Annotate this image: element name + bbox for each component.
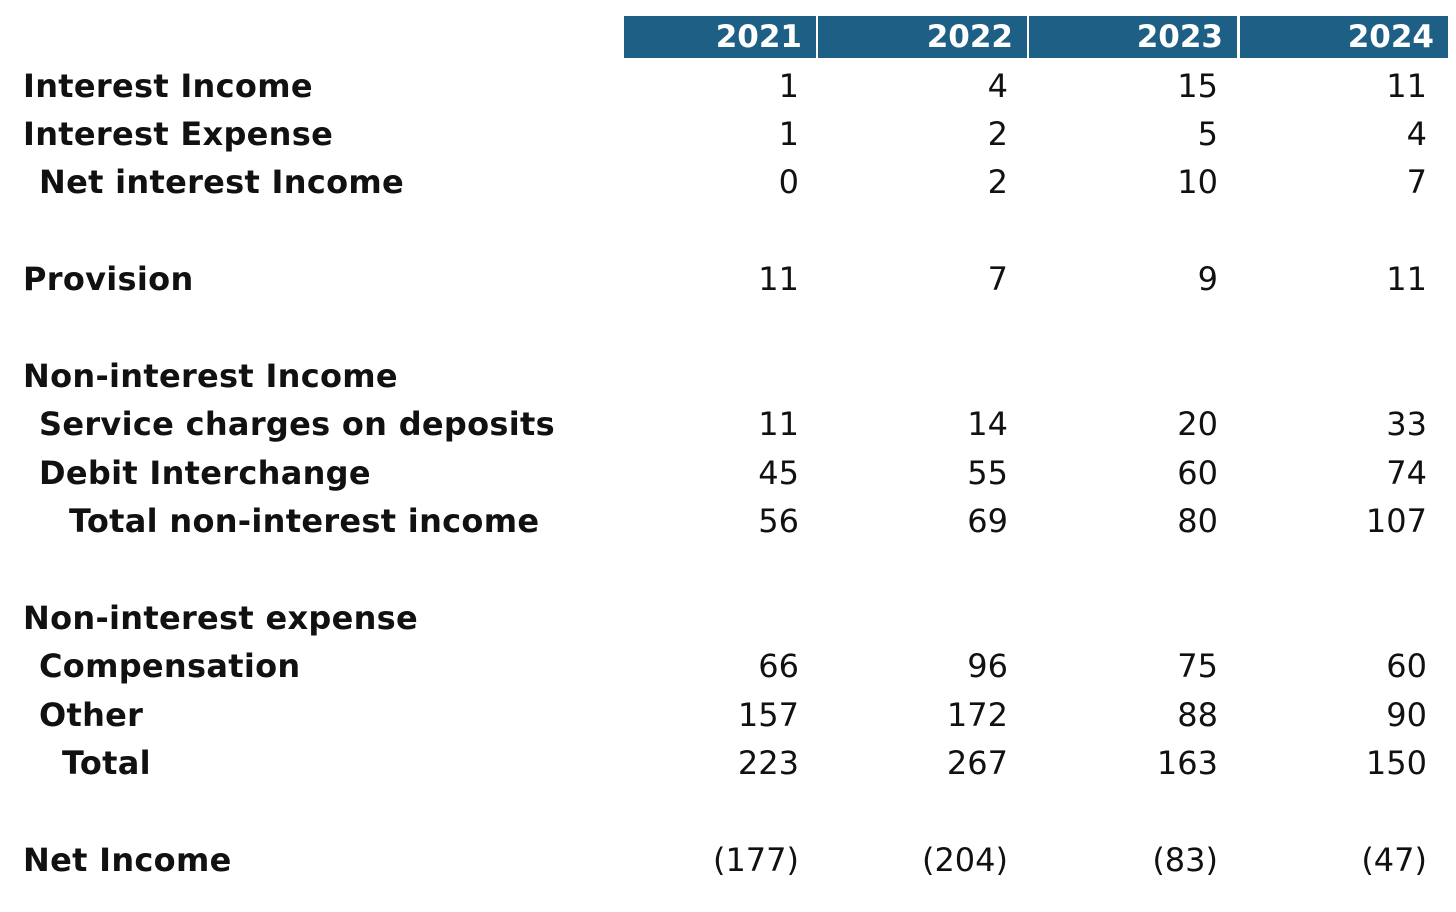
row-net-interest-income: [0, 158, 1456, 206]
value-2022: 55: [967, 454, 1008, 492]
row-total-expense: [0, 739, 1456, 787]
value-2023: 80: [1177, 502, 1218, 540]
value-2021: 1: [778, 67, 799, 105]
value-2022: 2: [987, 163, 1008, 201]
row-label: Compensation: [39, 647, 301, 685]
value-2022: 69: [967, 502, 1008, 540]
value-2024: (47): [1361, 841, 1427, 879]
row-label: Total non-interest income: [69, 502, 540, 540]
value-2022: 2: [987, 115, 1008, 153]
value-2021: 223: [737, 744, 799, 782]
value-2021: 11: [758, 260, 799, 298]
value-2024: 150: [1365, 744, 1427, 782]
value-2023: 60: [1177, 454, 1218, 492]
value-2021: (177): [712, 841, 799, 879]
row-interest-income: [0, 62, 1456, 110]
year-header-row: [624, 16, 1448, 58]
row-total-non-interest-income: [0, 497, 1456, 545]
value-2023: 10: [1177, 163, 1218, 201]
row-label: Net Income: [23, 841, 232, 879]
row-label: Interest Income: [23, 67, 313, 105]
value-2022: 4: [987, 67, 1008, 105]
value-2022: (204): [921, 841, 1008, 879]
value-2023: (83): [1152, 841, 1218, 879]
row-non-interest-income-heading: [0, 352, 1456, 400]
value-2022: 14: [967, 405, 1008, 443]
value-2021: 11: [758, 405, 799, 443]
section-heading: Non-interest expense: [23, 599, 419, 637]
row-provision: [0, 255, 1456, 303]
value-2024: 11: [1386, 260, 1427, 298]
value-2024: 90: [1386, 696, 1427, 734]
row-service-charges: [0, 400, 1456, 448]
section-heading: Non-interest Income: [23, 357, 398, 395]
value-2023: 163: [1156, 744, 1218, 782]
value-2024: 60: [1386, 647, 1427, 685]
row-net-income: [0, 836, 1456, 884]
value-2022: 267: [946, 744, 1008, 782]
row-compensation: [0, 642, 1456, 690]
value-2024: 74: [1386, 454, 1427, 492]
value-2023: 15: [1177, 67, 1218, 105]
value-2023: 5: [1197, 115, 1218, 153]
value-2024: 33: [1386, 405, 1427, 443]
value-2021: 66: [758, 647, 799, 685]
value-2021: 0: [778, 163, 799, 201]
value-2023: 75: [1177, 647, 1218, 685]
value-2023: 88: [1177, 696, 1218, 734]
value-2024: 7: [1406, 163, 1427, 201]
value-2024: 11: [1386, 67, 1427, 105]
value-2021: 157: [737, 696, 799, 734]
value-2021: 56: [758, 502, 799, 540]
row-other: [0, 691, 1456, 739]
row-label: Net interest Income: [39, 163, 405, 201]
row-label: Total: [62, 744, 151, 782]
value-2022: 172: [946, 696, 1008, 734]
value-2023: 9: [1197, 260, 1218, 298]
value-2023: 20: [1177, 405, 1218, 443]
year-header-2024: 2024: [1240, 16, 1448, 58]
year-header-2022: 2022: [818, 16, 1027, 58]
year-header-2021: 2021: [624, 16, 816, 58]
row-interest-expense: [0, 110, 1456, 158]
row-label: Interest Expense: [23, 115, 334, 153]
year-header-2023: 2023: [1029, 16, 1237, 58]
row-label: Other: [39, 696, 144, 734]
value-2022: 7: [987, 260, 1008, 298]
row-debit-interchange: [0, 449, 1456, 497]
row-non-interest-expense-heading: [0, 594, 1456, 642]
value-2024: 4: [1406, 115, 1427, 153]
row-label: Provision: [23, 260, 194, 298]
value-2022: 96: [967, 647, 1008, 685]
value-2021: 45: [758, 454, 799, 492]
row-label: Service charges on deposits: [39, 405, 555, 443]
value-2024: 107: [1365, 502, 1427, 540]
value-2021: 1: [778, 115, 799, 153]
row-label: Debit Interchange: [39, 454, 371, 492]
